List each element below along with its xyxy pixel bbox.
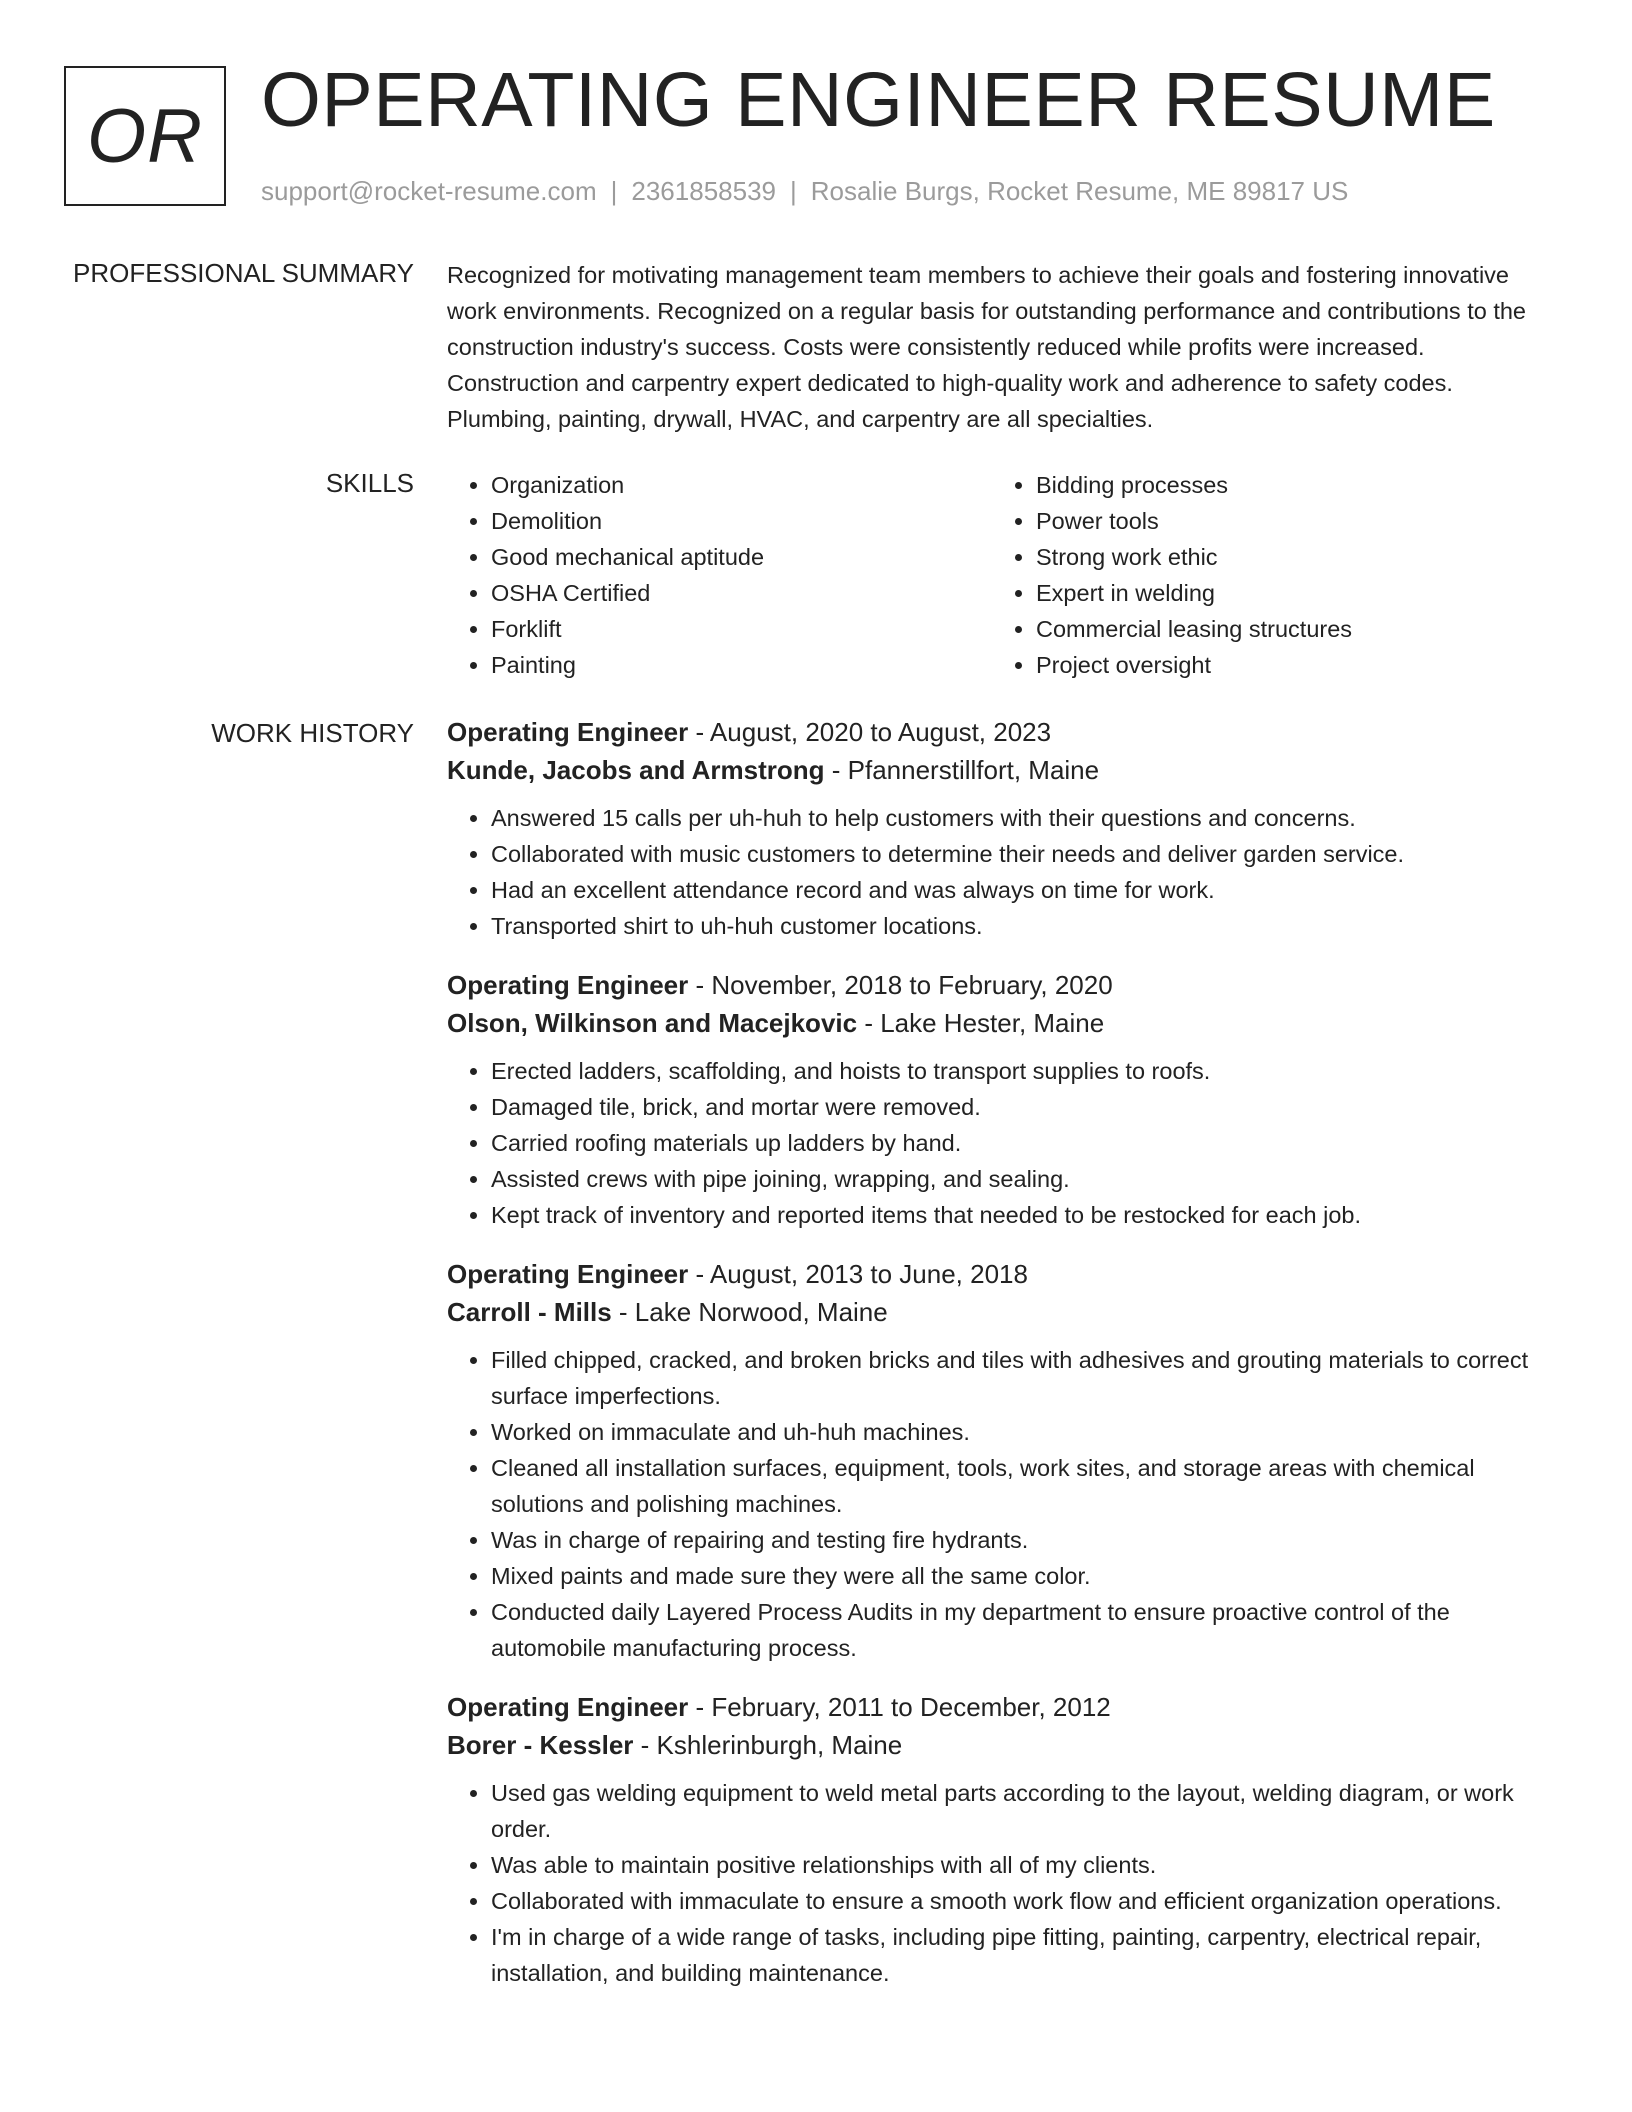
skill-item: • Commercial leasing structures [1036, 611, 1532, 647]
skill-item: • Painting [491, 647, 987, 683]
job-company: Kunde, Jacobs and Armstrong [447, 755, 825, 785]
job-title: Operating Engineer [447, 717, 689, 747]
resume-title: OPERATING ENGINEER RESUME [261, 57, 1496, 143]
job-company-line [447, 1726, 1557, 1764]
job-dates: - August, 2013 to June, 2018 [688, 1259, 1028, 1289]
contact-separator: | [790, 176, 797, 206]
contact-phone[interactable]: 2361858539 [631, 176, 776, 206]
skills-list-right [992, 467, 1532, 683]
job-duty: • Conducted daily Layered Process Audits in my department to ensure proactive control of the automobile manufacturing process. [491, 1594, 1557, 1666]
job-duty: • Collaborated with immaculate to ensure a smooth work flow and efficient organization operations. [491, 1883, 1557, 1919]
job-company-line [447, 751, 1557, 789]
work-history-heading: WORK HISTORY [211, 718, 414, 748]
job-duty: • Collaborated with music customers to determine their needs and deliver garden service. [491, 836, 1557, 872]
skills-column-right [992, 467, 1532, 683]
skill-item: • Power tools [1036, 503, 1532, 539]
job-dates: - February, 2011 to December, 2012 [688, 1692, 1111, 1722]
job-company: Olson, Wilkinson and Macejkovic [447, 1008, 858, 1038]
job-duty: • Answered 15 calls per uh-huh to help customers with their questions and concerns. [491, 800, 1557, 836]
job-location: - Pfannerstillfort, Maine [824, 755, 1100, 785]
skills-heading: SKILLS [325, 468, 414, 498]
job-location: - Lake Norwood, Maine [611, 1297, 888, 1327]
job-duties-list [447, 1775, 1557, 1991]
job-entry [447, 966, 1557, 1233]
skill-item: • OSHA Certified [491, 575, 987, 611]
skill-item: • Demolition [491, 503, 987, 539]
job-duty: • Worked on immaculate and uh-huh machines. [491, 1414, 1557, 1450]
job-duty: • Carried roofing materials up ladders by hand. [491, 1125, 1557, 1161]
summary-heading: PROFESSIONAL SUMMARY [73, 258, 414, 288]
job-duties-list [447, 1342, 1557, 1666]
job-title-line [447, 966, 1557, 1004]
job-duty: • I'm in charge of a wide range of tasks, including pipe fitting, painting, carpentry, electrical repair, installation, and building maintenance. [491, 1919, 1557, 1991]
job-duty: • Had an excellent attendance record and was always on time for work. [491, 872, 1557, 908]
job-title: Operating Engineer [447, 1259, 689, 1289]
job-company-line [447, 1004, 1557, 1042]
job-duty: • Kept track of inventory and reported items that needed to be restocked for each job. [491, 1197, 1557, 1233]
work-history-section [447, 713, 1557, 2013]
skill-item: • Organization [491, 467, 987, 503]
contact-email[interactable]: support@rocket-resume.com [261, 176, 597, 206]
job-title: Operating Engineer [447, 970, 689, 1000]
job-duty: • Transported shirt to uh-huh customer locations. [491, 908, 1557, 944]
skill-item: • Forklift [491, 611, 987, 647]
job-duty: • Filled chipped, cracked, and broken bricks and tiles with adhesives and grouting materials to correct surface imperfections. [491, 1342, 1557, 1414]
job-company-line [447, 1293, 1557, 1331]
job-duty: • Damaged tile, brick, and mortar were removed. [491, 1089, 1557, 1125]
skills-column-left [447, 467, 987, 683]
skill-item: • Bidding processes [1036, 467, 1532, 503]
job-duty: • Cleaned all installation surfaces, equipment, tools, work sites, and storage areas with chemical solutions and polishing machines. [491, 1450, 1557, 1522]
job-company: Borer - Kessler [447, 1730, 634, 1760]
job-duty: • Was able to maintain positive relationships with all of my clients. [491, 1847, 1557, 1883]
contact-separator: | [610, 176, 618, 206]
skill-item: • Good mechanical aptitude [491, 539, 987, 575]
job-title: Operating Engineer [447, 1692, 689, 1722]
skill-item: • Strong work ethic [1036, 539, 1532, 575]
job-title-line [447, 713, 1557, 751]
job-location: - Lake Hester, Maine [857, 1008, 1105, 1038]
skills-list-left [447, 467, 987, 683]
job-duties-list [447, 1053, 1557, 1233]
job-entry [447, 713, 1557, 944]
contact-line [261, 176, 1348, 207]
job-duty: • Erected ladders, scaffolding, and hoists to transport supplies to roofs. [491, 1053, 1557, 1089]
job-duty: • Used gas welding equipment to weld metal parts according to the layout, welding diagram, or work order. [491, 1775, 1557, 1847]
job-dates: - August, 2020 to August, 2023 [688, 717, 1052, 747]
job-duty: • Assisted crews with pipe joining, wrapping, and sealing. [491, 1161, 1557, 1197]
summary-text: Recognized for motivating management team members to achieve their goals and fostering innovative work environments. Recognized on a regular basis for outstanding performance and contributions to the construction industry's success. Costs were consistently reduced while profits were increased. Construction and carpentry expert dedicated to high-quality work and adherence to safety codes. Plumbing, painting, drywall, HVAC, and carpentry are all specialties. [447, 262, 1527, 432]
job-duties-list [447, 800, 1557, 944]
skill-item: • Project oversight [1036, 647, 1532, 683]
job-duty: • Mixed paints and made sure they were all the same color. [491, 1558, 1557, 1594]
job-location: - Kshlerinburgh, Maine [633, 1730, 903, 1760]
skills-section [447, 467, 1547, 687]
job-duty: • Was in charge of repairing and testing fire hydrants. [491, 1522, 1557, 1558]
job-dates: - November, 2018 to February, 2020 [688, 970, 1113, 1000]
monogram-badge: OR [64, 66, 226, 206]
job-company: Carroll - Mills [447, 1297, 612, 1327]
job-entry [447, 1255, 1557, 1666]
skill-item: • Expert in welding [1036, 575, 1532, 611]
job-title-line [447, 1255, 1557, 1293]
job-entry [447, 1688, 1557, 1991]
job-title-line [447, 1688, 1557, 1726]
contact-address: Rosalie Burgs, Rocket Resume, ME 89817 US [810, 176, 1349, 206]
